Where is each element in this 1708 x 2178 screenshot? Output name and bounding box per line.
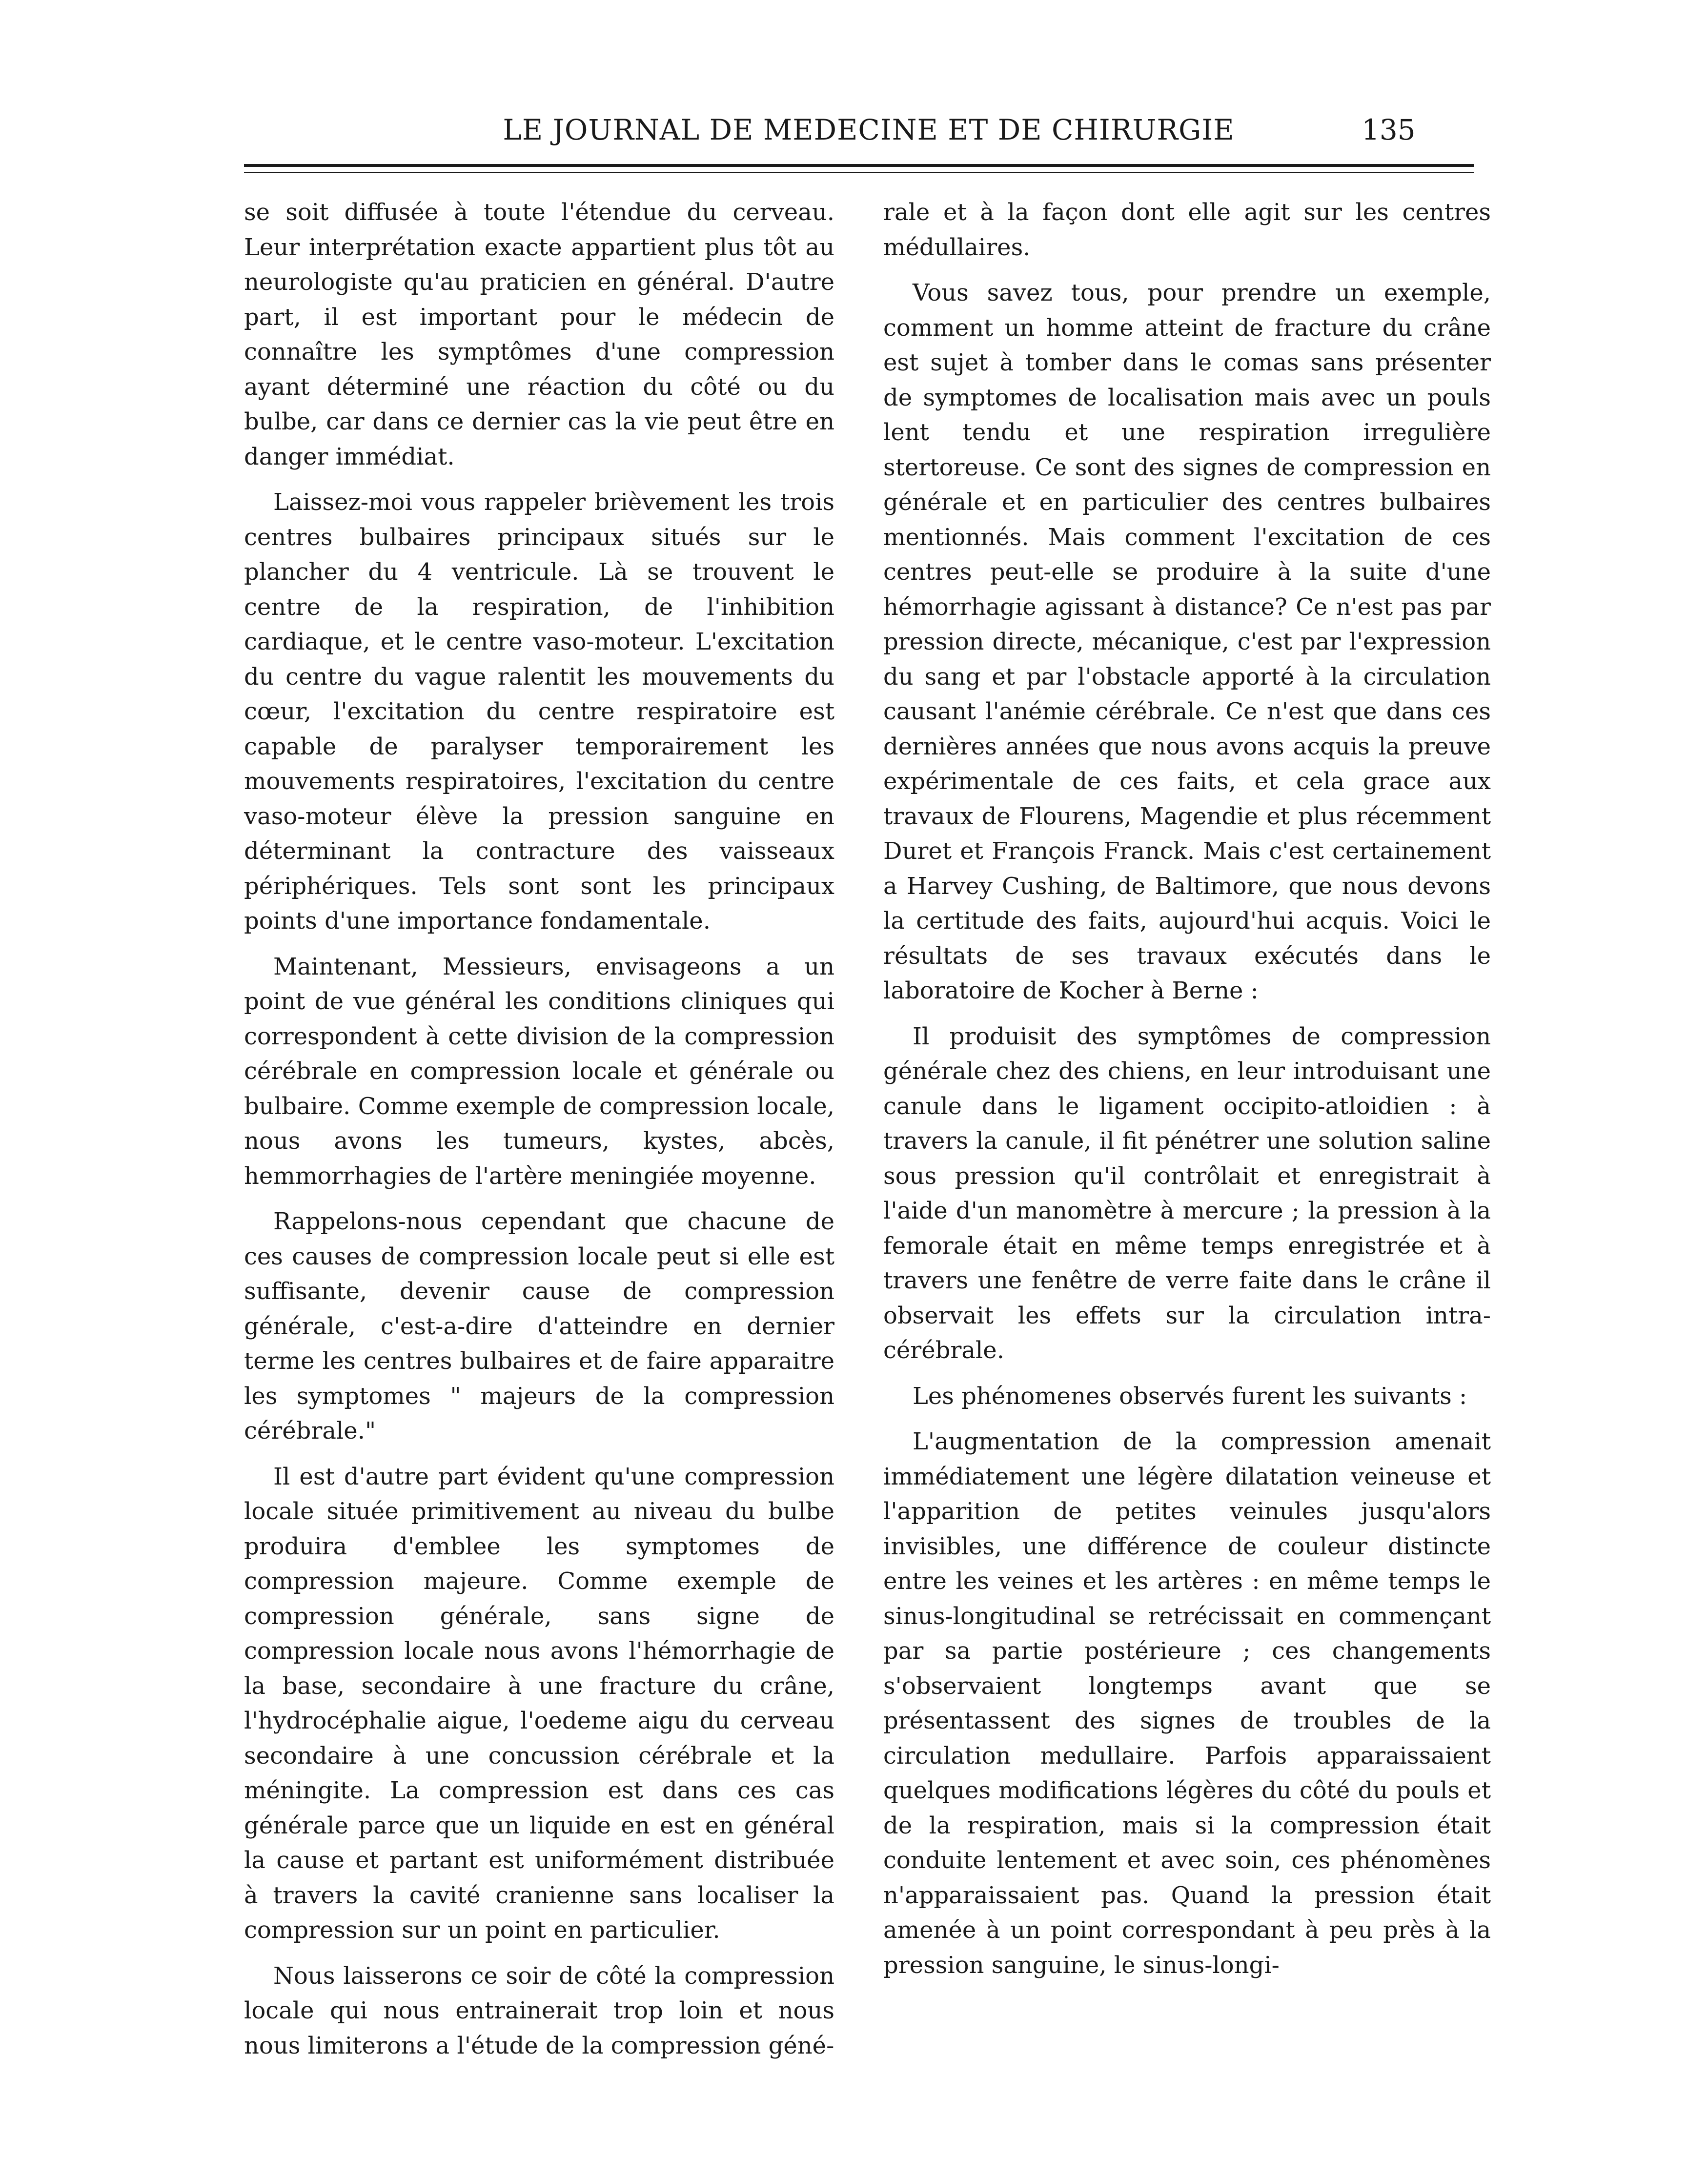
- header-rule-thin: [244, 172, 1474, 173]
- paragraph: Il produisit des symptômes de compression générale chez des chiens, en leur introduisant une canule dans le ligament occipito-atloidien : à travers la canule, il fit pénétrer une solution saline sous pression qu'il contrôlait et enregistrait à l'aide d'un manomètre à mercure ; la pression à la femorale était en même temps enregistrée et à travers une fenêtre de verre faite dans le crâne il observait les effets sur la circulation intra-cérébrale.: [883, 1022, 1491, 1364]
- right-column: [883, 195, 1491, 1983]
- header-rule: [244, 164, 1474, 167]
- paragraph: Maintenant, Messieurs, envisageons a un point de vue général les conditions cliniques qui correspondent à cette division de la compression cérébrale en compression locale et générale ou bulbaire. Comme exemple de compression locale, nous avons les tumeurs, kystes, abcès, hemmorrhagies de l'artère meningiée moyenne.: [244, 953, 834, 1190]
- paragraph: Laissez-moi vous rappeler brièvement les trois centres bulbaires principaux situés sur le plancher du 4 ventricule. Là se trouvent le centre de la respiration, de l'inhibition cardiaque, et le centre vaso-moteur. L'excitation du centre du vague ralentit les mouvements du cœur, l'excitation du centre respiratoire est capable de paralyser temporairement les mouvements respiratoires, l'excitation du centre vaso-moteur élève la pression sanguine en déterminant la contracture des vaisseaux périphériques. Tels sont sont les principaux points d'une importance fondamentale.: [244, 489, 834, 935]
- paragraph: Nous laisserons ce soir de côté la compression locale qui nous entrainerait trop loin et nous nous limiterons a l'étude de la compression géné-: [244, 1962, 834, 2059]
- paragraph: Rappelons-nous cependant que chacune de ces causes de compression locale peut si elle est suffisante, devenir cause de compression générale, c'est-a-dire d'atteindre en dernier terme les centres bulbaires et de faire apparaitre les symptomes " majeurs de la compression cérébrale.": [244, 1208, 834, 1445]
- left-column: [244, 195, 834, 2063]
- journal-title: LE JOURNAL DE MEDECINE ET DE CHIRURGIE: [503, 113, 1235, 146]
- paragraph: Il est d'autre part évident qu'une compression locale située primitivement au niveau du bulbe produira d'emblee les symptomes de compression majeure. Comme exemple de compression générale, sans signe de compression locale nous avons l'hémorrhagie de la base, secondaire à une fracture du crâne, l'hydrocéphalie aigue, l'oedeme aigu du cerveau secondaire à une concussion cérébrale et la méningite. La compression est dans ces cas générale parce que un liquide en est en général la cause et partant est uniformément distribuée à travers la cavité cranienne sans localiser la compression sur un point en particulier.: [244, 1463, 834, 1944]
- paragraph: L'augmentation de la compression amenait immédiatement une légère dilatation veineuse et l'apparition de petites veinules jusqu'alors invisibles, une différence de couleur distincte entre les veines et les artères : en même temps le sinus-longitudinal se retrécissait en commençant par sa partie postérieure ; ces changements s'observaient longtemps avant que se présentassent des signes de troubles de la circulation medullaire. Parfois apparaissaient quelques modifications légères du côté du pouls et de la respiration, mais si la compression était conduite lentement et avec soin, ces phénomènes n'apparaissaient pas. Quand la pression était amenée à un point correspondant à peu près à la pression sanguine, le sinus-longi-: [883, 1428, 1491, 1979]
- paragraph: Vous savez tous, pour prendre un exemple, comment un homme atteint de fracture du crâne est sujet à tomber dans le comas sans présenter de symptomes de localisation mais avec un pouls lent tendu et une respiration irregulière stertoreuse. Ce sont des signes de compression en générale et en particulier des centres bulbaires mentionnés. Mais comment l'excitation de ces centres peut-elle se produire à la suite d'une hémorrhagie agissant à distance? Ce n'est pas par pression directe, mécanique, c'est par l'expression du sang et par l'obstacle apporté à la circulation causant l'anémie cérébrale. Ce n'est que dans ces dernières années que nous avons acquis la preuve expérimentale de ces faits, et cela grace aux travaux de Flourens, Magendie et plus récemment Duret et François Franck. Mais c'est certainement a Harvey Cushing, de Baltimore, que nous devons la certitude des faits, aujourd'hui acquis. Voici le résultats de ses travaux exécutés dans le laboratoire de Kocher à Berne :: [883, 279, 1491, 1004]
- paragraph: se soit diffusée à toute l'étendue du cerveau. Leur interprétation exacte appartient plus tôt au neurologiste qu'au praticien en général. D'autre part, il est important pour le médecin de connaître les symptômes d'une compression ayant déterminé une réaction du côté ou du bulbe, car dans ce dernier cas la vie peut être en danger immédiat.: [244, 199, 834, 470]
- page-number: 135: [1362, 113, 1416, 146]
- paragraph: Les phénomenes observés furent les suivants :: [913, 1382, 1467, 1410]
- paragraph: rale et à la façon dont elle agit sur les centres médullaires.: [883, 199, 1491, 261]
